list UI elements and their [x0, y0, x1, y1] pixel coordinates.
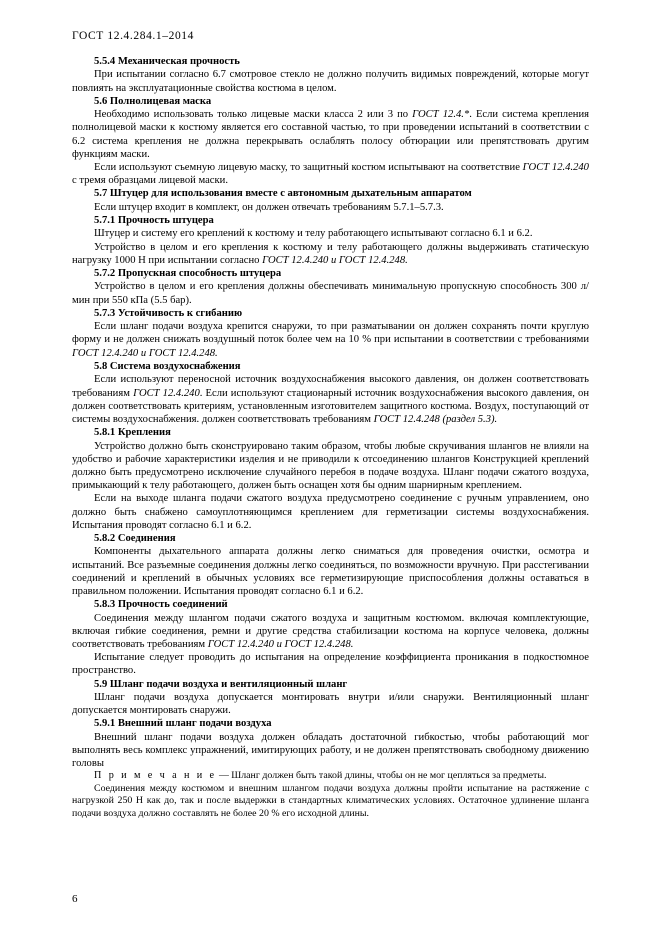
text-run: Если используют съемную лицевую маску, то защитный костюм испытывают на соответствие [94, 162, 523, 174]
note-label: П р и м е ч а н и е [94, 770, 217, 782]
text-run: ГОСТ 12.4.240 [522, 162, 589, 174]
heading-5-8-1: 5.8.1 Крепления [94, 427, 171, 439]
para-5-8-1 [72, 373, 589, 426]
note-1 [72, 770, 589, 782]
para-5-7-3-1 [72, 320, 589, 360]
text-run: Если используют переносной источник воздухоснабжения высокого давления, он должен соответствовать требованиям [72, 374, 589, 399]
para-5-5-4-1: При испытании согласно 6.7 смотровое стекло не должно получить видимых повреждений, которые могут повлиять на эксплуатационные свойства костюма в целом. [72, 69, 589, 94]
text-run: с тремя образцами лицевой маски. [72, 175, 228, 187]
heading-5-8-2: 5.8.2 Соединения [94, 532, 176, 544]
para-5-8-2-1: Компоненты дыхательного аппарата должны легко сниматься для проведения очистки, осмотра и испытаний. Все разъемные соединения должны легко соединяться, по возможности вручную. При расстегивании соединений и креплений в обычных условиях все герметизирующие приспособления должны оставаться в правильном положении. Испытания проводят согласно 6.1 и 6.2. [72, 546, 589, 597]
note-body-1: Соединения между костюмом и внешним шлангом подачи воздуха должны пройти испытание на растяжение с нагрузкой 250 Н как до, так и после выдержки в стандартных климатических условиях. Остаточное удлинение шланга подачи воздуха должно составлять не более 20 % его исходной длины. [72, 782, 589, 819]
para-5-8-1-1: Устройство должно быть сконструировано таким образом, чтобы любые скручивания шлангов не влияли на удобство и рабочие характеристики изделия и не приводили к отсоединению шлангов Конструкцией креплений должно быть предусмотрено исключение случайного перебоя в подаче воздуха. Шланг подачи сжатого воздуха, примыкающий к телу работающего, должен быть оснащен хотя бы одним шарнирным креплением. [72, 440, 589, 492]
text-run: ГОСТ 12.4.240 и ГОСТ 12.4.248. [72, 347, 218, 359]
text-run: ГОСТ 12.4.240 и ГОСТ 12.4.248. [207, 638, 354, 650]
text-run: Если шланг подачи воздуха крепится снаружи, то при разматывании он должен сохранять почти круглую форму и не должен снижать воздушный поток более чем на 10 % при испытании в соответствии с требованиями [72, 321, 589, 346]
text-run: Необходимо использовать только лицевые маски класса 2 или 3 по [94, 109, 413, 121]
para-5-7-1: Если штуцер входит в комплект, он должен отвечать требованиям 5.7.1–5.7.3. [94, 201, 444, 213]
text-run: ГОСТ 12.4.* [412, 109, 470, 121]
text-run: ГОСТ 12.4.240 и ГОСТ 12.4.248. [262, 254, 408, 266]
para-5-7-1-2 [72, 241, 589, 267]
para-5-7-2-1: Устройство в целом и его крепления должны обеспечивать минимальную пропускную способность 300 л/мин при 550 кПа (5.5 бар). [72, 281, 589, 306]
heading-5-9: 5.9 Шланг подачи воздуха и вентиляционный шланг [94, 678, 348, 690]
heading-5-9-1: 5.9.1 Внешний шланг подачи воздуха [94, 718, 272, 730]
para-5-9-1-1: Внешний шланг подачи воздуха должен обладать достаточной гибкостью, чтобы работающий мог выполнять весь комплекс упражнений, имитирующих работу, и не должен препятствовать свободному движению головы [72, 731, 589, 770]
text-run: Устройство в целом и его крепления к костюму и телу работающего должны выдерживать статическую нагрузку 1000 Н при испытании согласно [72, 241, 589, 266]
text-run: ГОСТ 12.4.248 (раздел 5.3). [373, 413, 498, 425]
para-5-6-2 [72, 161, 589, 187]
page-header: ГОСТ 12.4.284.1–2014 [72, 30, 195, 42]
heading-5-7: 5.7 Штуцер для использования вместе с автономным дыхательным аппаратом [94, 188, 472, 200]
document-body [72, 55, 589, 820]
heading-5-7-3: 5.7.3 Устойчивость к сгибанию [94, 307, 243, 319]
heading-5-7-1: 5.7.1 Прочность штуцера [94, 215, 214, 227]
heading-5-8-3: 5.8.3 Прочность соединений [94, 599, 228, 611]
text-run: . Если система крепления полнолицевой маски к костюму является его составной частью, то при проведении испытаний в соответствии с 6.2 система крепления не должна перекрывать ослаблять полосу обтюрации или препятствовать другим функциям маски. [72, 109, 590, 160]
heading-5-7-2: 5.7.2 Пропускная способность штуцера [94, 268, 282, 280]
heading-5-6: 5.6 Полнолицевая маска [94, 95, 212, 107]
para-5-9-1: Шланг подачи воздуха допускается монтировать внутри и/или снаружи. Вентиляционный шланг допускается монтировать снаружи. [72, 691, 589, 717]
text-run: . Если используют стационарный источник воздухоснабжения высокого давления, он должен соответствовать критериям, установленным изготовителем защитного костюма. Воздух, поступающий от системы воздухоснабжения. должен соответствовать требованиям [72, 387, 589, 425]
text-run: Соединения между шлангом подачи сжатого воздуха и защитным костюмом. включая комплектующие, включая гибкие соединения, ремни и другие средства стабилизации костюма на корпусе человека, должны соответствовать требованиям [72, 612, 589, 650]
heading-5-8: 5.8 Система воздухоснабжения [94, 360, 241, 372]
page-number: 6 [72, 893, 78, 905]
para-5-7-1-1: Штуцер и систему его креплений к костюму и телу работающего испытывают согласно 6.1 и 6.2. [94, 228, 533, 240]
note-text: — Шланг должен быть такой длины, чтобы он не мог цепляться за предметы. [216, 770, 547, 782]
para-5-8-1-2: Если на выходе шланга подачи сжатого воздуха предусмотрено соединение с ручным управлением, оно должно быть снабжено самоуплотняющимся креплением для герметизации системы воздухоснабжения. Испытания проводят согласно 6.1 и 6.2. [72, 493, 589, 531]
heading-5-5-4: 5.5.4 Механическая прочность [94, 56, 240, 67]
para-5-6-1 [72, 108, 589, 161]
para-5-8-3-1 [72, 612, 589, 652]
text-run: ГОСТ 12.4.240 [133, 387, 200, 399]
para-5-8-3-2: Испытание следует проводить до испытания на определение коэффициента проникания в подкостюмное пространство. [72, 652, 589, 677]
